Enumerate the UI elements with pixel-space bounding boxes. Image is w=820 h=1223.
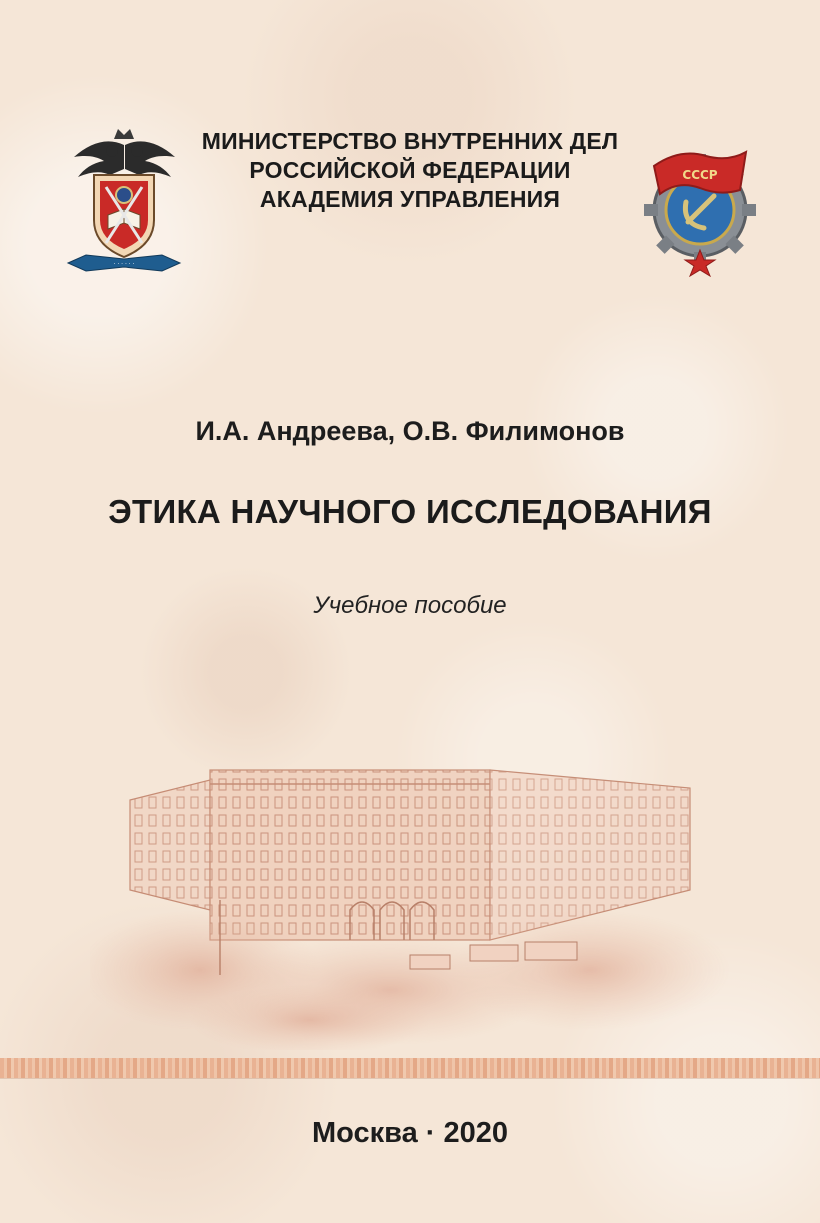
svg-text:· · · · · ·: · · · · · · (113, 261, 135, 268)
publisher-line-federation: РОССИЙСКОЙ ФЕДЕРАЦИИ (249, 157, 571, 183)
mvd-eagle-coat-of-arms-icon (62, 125, 187, 280)
publisher-line-ministry: МИНИСТЕРСТВО ВНУТРЕННИХ ДЕЛ (201, 128, 619, 154)
book-title: ЭТИКА НАУЧНОГО ИССЛЕДОВАНИЯ (108, 493, 712, 530)
academy-building-sketch (90, 740, 730, 1050)
city-year: Москва · 2020 (312, 1117, 508, 1149)
publisher-line-academy: АКАДЕМИЯ УПРАВЛЕНИЯ (259, 186, 561, 212)
order-of-red-banner-of-labour-icon (640, 132, 760, 277)
authors: И.А. Андреева, О.В. Филимонов (195, 416, 625, 446)
book-subtitle: Учебное пособие (313, 592, 507, 619)
publisher-block (170, 127, 650, 214)
decorative-stripe (0, 1058, 820, 1078)
badge-text: СССР (682, 168, 718, 182)
